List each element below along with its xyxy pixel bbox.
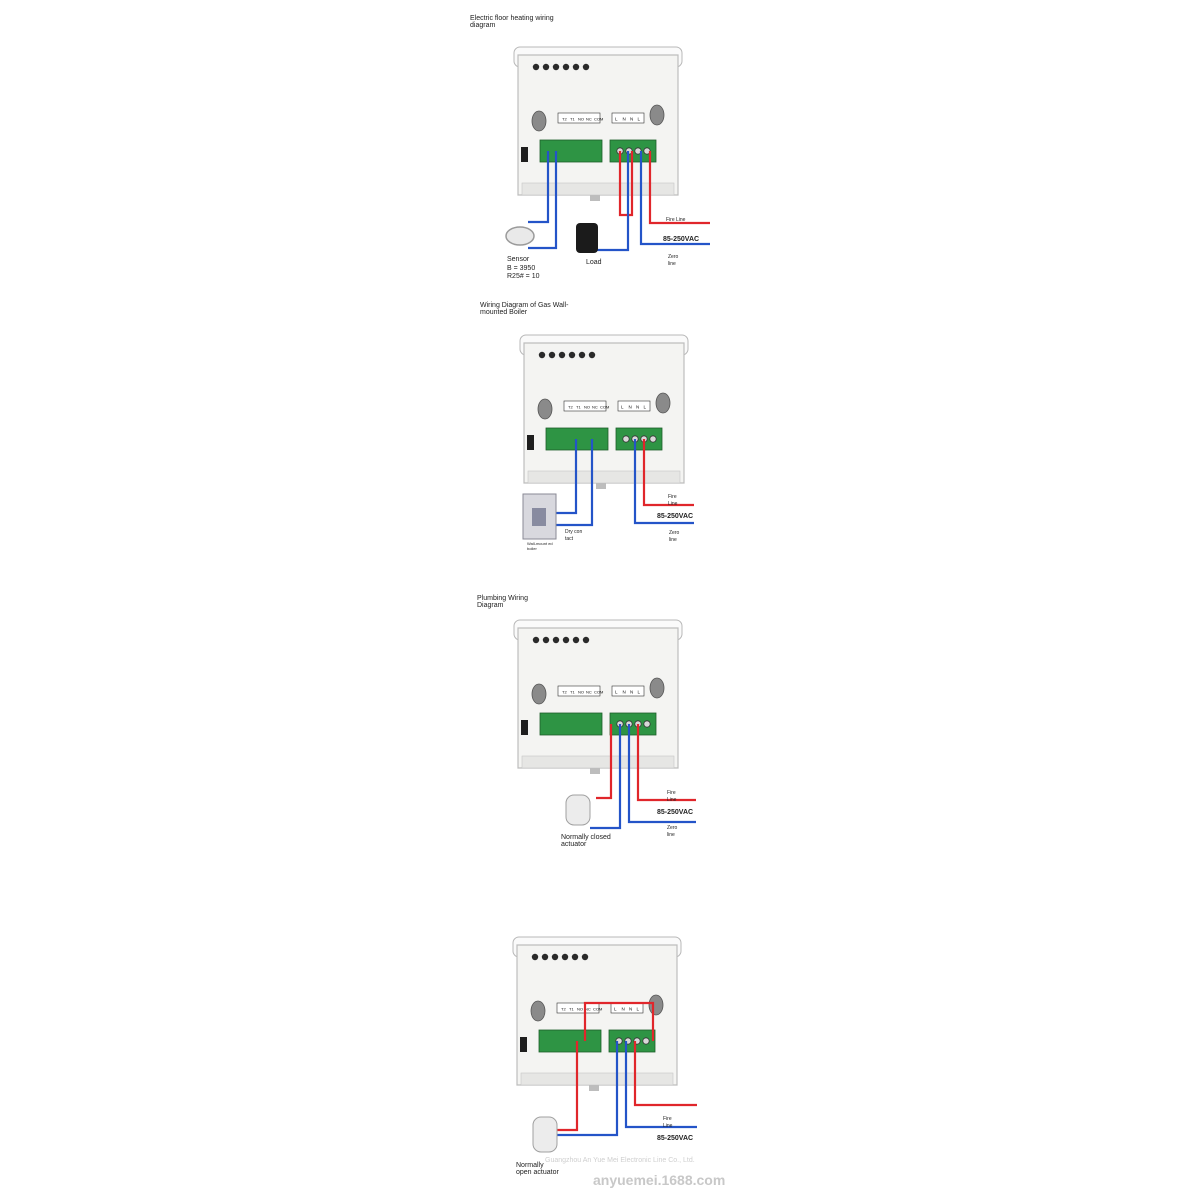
indicator-hole xyxy=(543,637,549,643)
terminal-label: N xyxy=(622,116,626,122)
indicator-hole xyxy=(533,637,539,643)
load-device xyxy=(576,223,598,253)
terminal-label: N xyxy=(621,1006,625,1012)
panel-bottom-rail xyxy=(522,183,674,195)
terminal-label: NO xyxy=(578,689,584,695)
diagram-1-zero-line: Zero line xyxy=(668,254,679,267)
diagram-2-dry-contact: Dry con tact xyxy=(565,529,583,542)
diagram-4-actuator-label: Normally open actuator xyxy=(516,1162,559,1176)
diagram-3-fire-line: Fire Line xyxy=(667,790,677,803)
bottom-tab xyxy=(590,768,600,774)
terminal-label: T1 xyxy=(569,1006,574,1012)
indicator-hole xyxy=(573,637,579,643)
diagram-2-boiler-label: Wall-mount ed boiler xyxy=(527,541,553,551)
indicator-hole xyxy=(552,954,558,960)
indicator-hole xyxy=(583,637,589,643)
terminal-label: N xyxy=(629,1006,633,1012)
diagram-1-sensor-label: Sensor xyxy=(507,256,530,263)
diagram-1-title: Electric floor heating wiring diagram xyxy=(470,15,554,29)
diagram-3-actuator-label: Normally closed actuator xyxy=(561,834,611,848)
indicator-hole xyxy=(562,954,568,960)
diagram-3-zero-line: Zero line xyxy=(667,825,678,838)
panel-bottom-rail xyxy=(522,756,674,768)
diagram-1-sensor-r25: R25# = 10 xyxy=(507,273,540,280)
terminal-label: COM xyxy=(600,404,610,410)
screw-mount-right xyxy=(656,393,670,413)
diagram-4-voltage: 85-250VAC xyxy=(657,1135,694,1142)
screw-mount-left xyxy=(538,399,552,419)
screw-mount-right xyxy=(649,995,663,1015)
indicator-hole xyxy=(563,64,569,70)
sensor-probe xyxy=(506,227,534,245)
panel-bottom-rail xyxy=(521,1073,673,1085)
terminal-label: N xyxy=(636,404,640,410)
indicator-hole xyxy=(539,352,545,358)
terminal-label: L xyxy=(621,404,624,410)
terminal-label: L xyxy=(637,116,641,122)
diagram-1-voltage: 85-250VAC xyxy=(663,236,700,243)
indicator-hole xyxy=(563,637,569,643)
indicator-hole xyxy=(543,64,549,70)
diagram-2-title: Wiring Diagram of Gas Wall-mounted Boiler xyxy=(480,302,569,316)
terminal-block-left xyxy=(539,1030,601,1052)
indicator-hole xyxy=(569,352,575,358)
terminal-label: T2 xyxy=(561,1006,566,1012)
terminal-screw xyxy=(644,721,650,727)
terminal-screw xyxy=(643,1038,649,1044)
diagram-4-fire-line: Fire Line xyxy=(663,1116,673,1129)
terminal-label: NO xyxy=(578,116,584,122)
terminal-label: L xyxy=(637,689,641,695)
panel-bottom-rail xyxy=(528,471,680,483)
diagram-3-voltage: 85-250VAC xyxy=(657,809,694,816)
terminal-block-left xyxy=(540,713,602,735)
terminal-label: T2 xyxy=(562,689,567,695)
side-switch xyxy=(527,435,534,450)
terminal-screw xyxy=(650,436,656,442)
indicator-hole xyxy=(532,954,538,960)
indicator-hole xyxy=(579,352,585,358)
bottom-tab xyxy=(596,483,606,489)
side-switch xyxy=(520,1037,527,1052)
terminal-block-left xyxy=(540,140,602,162)
screw-mount-left xyxy=(532,684,546,704)
diagram-2-voltage: 85-250VAC xyxy=(657,513,694,520)
screw-mount-left xyxy=(532,111,546,131)
indicator-hole xyxy=(572,954,578,960)
no-actuator xyxy=(533,1117,557,1152)
indicator-hole xyxy=(583,64,589,70)
terminal-label: NC xyxy=(586,689,592,695)
diagram-1-fire-line: Fire Line xyxy=(666,217,686,223)
terminal-label: NO xyxy=(584,404,590,410)
indicator-hole xyxy=(582,954,588,960)
terminal-label: T1 xyxy=(570,116,575,122)
thermostat-panel-2 xyxy=(520,335,694,539)
indicator-hole xyxy=(533,64,539,70)
terminal-label: L xyxy=(636,1006,640,1012)
indicator-hole xyxy=(589,352,595,358)
terminal-label: NO xyxy=(577,1006,583,1012)
side-switch xyxy=(521,147,528,162)
terminal-label: L xyxy=(643,404,647,410)
terminal-screw xyxy=(623,436,629,442)
side-switch xyxy=(521,720,528,735)
terminal-label: COM xyxy=(594,116,604,122)
terminal-label: NC xyxy=(585,1006,591,1012)
terminal-label: NC xyxy=(586,116,592,122)
terminal-label: L xyxy=(614,1006,617,1012)
watermark-company: Guangzhou An Yue Mei Electronic Line Co., Ltd. xyxy=(545,1157,695,1164)
terminal-label: L xyxy=(615,116,618,122)
watermark-site: anyuemei.1688.com xyxy=(593,1172,726,1188)
indicator-hole xyxy=(553,637,559,643)
terminal-label: NC xyxy=(592,404,598,410)
screw-mount-left xyxy=(531,1001,545,1021)
boiler-display xyxy=(532,508,546,526)
terminal-label: T1 xyxy=(576,404,581,410)
indicator-hole xyxy=(549,352,555,358)
diagram-2-fire-line: Fire Line xyxy=(668,494,678,507)
diagram-3-title: Plumbing Wiring Diagram xyxy=(477,595,528,609)
terminal-label: L xyxy=(615,689,618,695)
terminal-label: N xyxy=(622,689,626,695)
bottom-tab xyxy=(590,195,600,201)
terminal-label: T2 xyxy=(562,116,567,122)
screw-mount-right xyxy=(650,678,664,698)
indicator-hole xyxy=(559,352,565,358)
nc-actuator xyxy=(566,795,590,825)
terminal-label: N xyxy=(630,689,634,695)
terminal-label: N xyxy=(630,116,634,122)
screw-mount-right xyxy=(650,105,664,125)
diagram-1-sensor-b: B = 3950 xyxy=(507,265,536,272)
terminal-label: N xyxy=(628,404,632,410)
terminal-label: COM xyxy=(593,1006,603,1012)
diagram-2-zero-line: Zero line xyxy=(669,530,680,543)
indicator-hole xyxy=(542,954,548,960)
indicator-hole xyxy=(553,64,559,70)
diagram-1-load-label: Load xyxy=(586,259,602,266)
terminal-label: COM xyxy=(594,689,604,695)
terminal-label: T1 xyxy=(570,689,575,695)
terminal-label: T2 xyxy=(568,404,573,410)
bottom-tab xyxy=(589,1085,599,1091)
indicator-hole xyxy=(573,64,579,70)
